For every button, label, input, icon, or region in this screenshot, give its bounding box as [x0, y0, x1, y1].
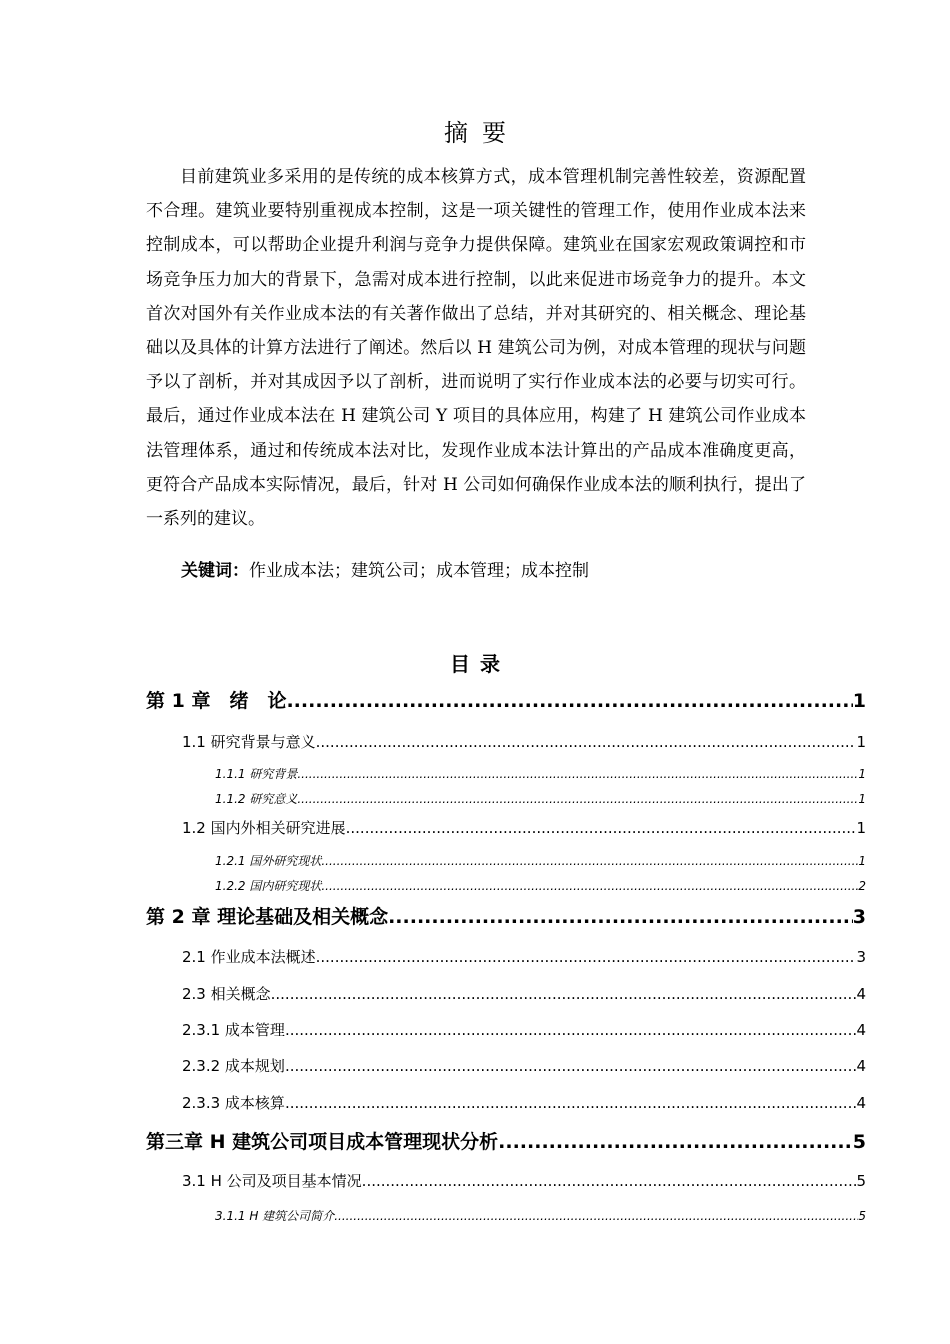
toc-page-number: 3 [856, 948, 866, 966]
toc-entry-label: 1.1 研究背景与意义 [182, 733, 316, 751]
toc-leader-dots [285, 1057, 857, 1075]
toc-entry-subsection[interactable] [182, 1092, 866, 1113]
toc-entry-label: 1.2.1 国外研究现状 [215, 854, 322, 868]
toc-entry-section[interactable] [182, 983, 866, 1004]
toc-leader-dots [334, 1209, 858, 1223]
toc-page-number: 5 [852, 1131, 866, 1153]
toc-leader-dots [297, 767, 858, 781]
toc-entry-chapter-1[interactable] [146, 686, 866, 713]
abstract-title: 摘要 [444, 119, 520, 147]
keywords-label: 关键词： [181, 561, 249, 581]
toc-entry-chapter-2[interactable] [146, 902, 866, 929]
toc-entry-label: 3.1 H 公司及项目基本情况 [182, 1172, 362, 1190]
toc-entry-chapter-3[interactable] [146, 1127, 866, 1154]
toc-leader-dots [498, 1131, 853, 1153]
toc-leader-dots [285, 1094, 857, 1112]
toc-entry-label: 1.1.2 研究意义 [215, 792, 298, 806]
abstract-body: 目前建筑业多采用的是传统的成本核算方式，成本管理机制完善性较差，资源配置不合理。建筑业要特别重视成本控制，这是一项关键性的管理工作，使用作业成本法来控制成本，可以帮助企业提升利润与竞争力提供保障。建筑业在国家宏观政策调控和市场竞争压力加大的背景下，急需对成本进行控制，以此来促进市场竞争力的提升。本文首次对国外有关作业成本法的有关著作做出了总结，并对其研究的、相关概念、理论基础以及具体的计算方法进行了阐述。然后以 H 建筑公司为例，对成本管理的现状与问题予以了剖析，并对其成因予以了剖析，进而说明了实行作业成本法的必要与切实可行。最后，通过作业成本法在 H 建筑公司 Y 项目的具体应用，构建了 H 建筑公司作业成本法管理体系，通过和传统成本法对比，发现作业成本法计算出的产品成本准确度更高，更符合产品成本实际情况，最后，针对 H 公司如何确保作业成本法的顺利执行，提出了一系列的建议。 [146, 167, 806, 530]
toc-page-number: 1 [856, 733, 866, 751]
toc-leader-dots [286, 690, 852, 712]
toc-entry-subsection[interactable] [215, 1207, 866, 1224]
toc-leader-dots [346, 819, 857, 837]
toc-entry-label: 1.1.1 研究背景 [215, 767, 298, 781]
toc-page-number: 1 [852, 690, 866, 712]
toc-entry-label: 2.3.1 成本管理 [182, 1021, 285, 1039]
toc-page-number: 5 [858, 1209, 866, 1223]
toc-entry-label: 1.2 国内外相关研究进展 [182, 819, 346, 837]
toc-page-number: 5 [856, 1172, 866, 1190]
toc-leader-dots [362, 1172, 857, 1190]
toc-page-number: 1 [856, 819, 866, 837]
toc-page-number: 1 [858, 854, 866, 868]
toc-entry-label: 第 2 章 理论基础及相关概念 [146, 906, 389, 928]
toc-title: 目录 [450, 652, 510, 676]
toc-entry-section[interactable] [182, 1170, 866, 1191]
toc-entry-label: 1.2.2 国内研究现状 [215, 879, 322, 893]
toc-page-number: 4 [856, 985, 866, 1003]
toc-page-number: 3 [852, 906, 866, 928]
toc-entry-subsection[interactable] [215, 877, 866, 894]
toc-page-number: 1 [858, 767, 866, 781]
toc-page-number: 1 [858, 792, 866, 806]
toc-leader-dots [316, 733, 857, 751]
toc-leader-dots [388, 906, 853, 928]
toc-entry-label: 2.1 作业成本法概述 [182, 948, 316, 966]
toc-entry-subsection[interactable] [182, 1055, 866, 1076]
toc-page-number: 4 [856, 1057, 866, 1075]
toc-entry-section[interactable] [182, 946, 866, 967]
toc-leader-dots [321, 854, 858, 868]
toc-entry-label: 第 1 章 绪 论 [146, 690, 287, 712]
toc-entry-subsection[interactable] [215, 852, 866, 869]
toc-entry-label: 2.3.3 成本核算 [182, 1094, 285, 1112]
toc-leader-dots [297, 792, 858, 806]
toc-entry-section[interactable] [182, 817, 866, 838]
toc-page-number: 4 [856, 1094, 866, 1112]
toc-entry-label: 第三章 H 建筑公司项目成本管理现状分析 [146, 1131, 499, 1153]
toc-entry-section[interactable] [182, 731, 866, 752]
toc-entry-subsection[interactable] [215, 790, 866, 807]
toc-page-number: 2 [858, 879, 866, 893]
toc-leader-dots [316, 948, 857, 966]
keywords-line [181, 556, 589, 581]
toc-entry-label: 2.3 相关概念 [182, 985, 271, 1003]
toc-leader-dots [271, 985, 857, 1003]
toc-page-number: 4 [856, 1021, 866, 1039]
toc-entry-subsection[interactable] [182, 1019, 866, 1040]
toc-entry-label: 2.3.2 成本规划 [182, 1057, 285, 1075]
keywords-text: 作业成本法；建筑公司；成本管理；成本控制 [249, 561, 589, 581]
toc-entry-label: 3.1.1 H 建筑公司简介 [215, 1209, 335, 1223]
toc-entry-subsection[interactable] [215, 765, 866, 782]
toc-leader-dots [285, 1021, 857, 1039]
toc-leader-dots [321, 879, 858, 893]
